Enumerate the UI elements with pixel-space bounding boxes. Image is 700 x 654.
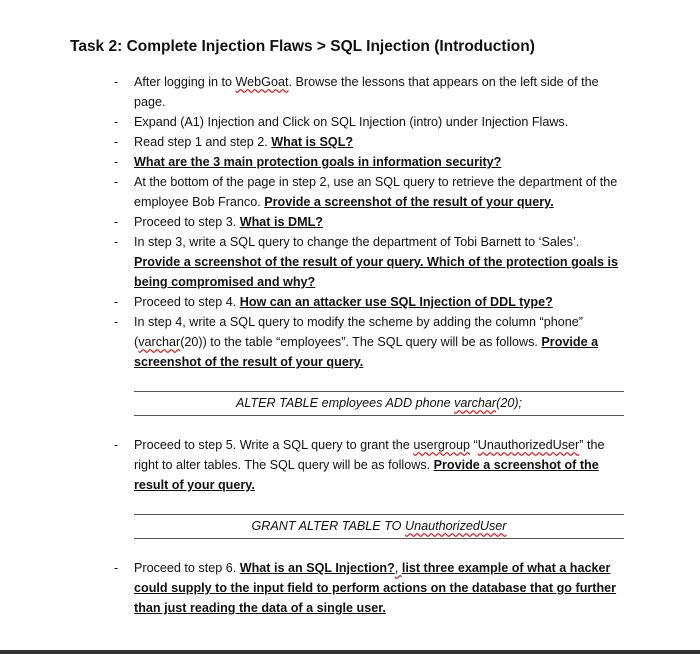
bullet: - bbox=[114, 115, 119, 129]
sql-box-bottom-rule bbox=[134, 538, 624, 539]
page-bottom-border bbox=[0, 650, 700, 654]
bullet: - bbox=[114, 295, 119, 309]
sql-box-top-rule bbox=[134, 514, 624, 515]
bullet: - bbox=[114, 155, 119, 169]
bullet: - bbox=[114, 135, 119, 149]
bullet: - bbox=[114, 315, 119, 329]
list-item-text: After logging in to WebGoat. Browse the lessons that appears on the left side of the page. bbox=[134, 75, 599, 109]
bullet: - bbox=[114, 75, 119, 89]
list-item-text: At the bottom of the page in step 2, use an SQL query to retrieve the department of the employee Bob Franco. Provide a screenshot of the result of your query. bbox=[134, 175, 618, 209]
list-item-text: Read step 1 and step 2. What is SQL? bbox=[134, 135, 354, 149]
bullet: - bbox=[114, 215, 119, 229]
list-item-text: Expand (A1) Injection and Click on SQL Injection (intro) under Injection Flaws. bbox=[134, 115, 569, 129]
list-item-text: In step 4, write a SQL query to modify the scheme by adding the column “phone” (varchar(20)) to the table “employees”. The SQL query will be as follows. Provide a screenshot of the result of your query. bbox=[134, 315, 599, 369]
list-item-text: What are the 3 main protection goals in information security? bbox=[134, 155, 502, 169]
sql-box-top-rule bbox=[134, 391, 624, 392]
list-item-text: Proceed to step 4. How can an attacker use SQL Injection of DDL type? bbox=[134, 295, 553, 309]
bullet: - bbox=[114, 235, 119, 249]
list-item-text: Proceed to step 5. Write a SQL query to grant the usergroup “UnauthorizedUser” the right to alter tables. The SQL query will be as follows. Provide a screenshot of the result of your query. bbox=[134, 438, 605, 492]
sql-box-bottom-rule bbox=[134, 415, 624, 416]
page-title: Task 2: Complete Injection Flaws > SQL Injection (Introduction) bbox=[70, 38, 535, 55]
list-item-text: Proceed to step 3. What is DML? bbox=[134, 215, 323, 229]
list-item-text: In step 3, write a SQL query to change the department of Tobi Barnett to ‘Sales’. Provide a screenshot of the result of your query. Which of the protection goals is being compromised and why? bbox=[134, 235, 618, 289]
list-item-text: Proceed to step 6. What is an SQL Injection?, list three example of what a hacker could supply to the input field to perform actions on the database that go further than just reading the data of a single user. bbox=[134, 561, 617, 615]
bullet: - bbox=[114, 175, 119, 189]
sql-statement: GRANT ALTER TABLE TO UnauthorizedUser bbox=[251, 519, 507, 533]
bullet: - bbox=[114, 561, 119, 575]
sql-statement: ALTER TABLE employees ADD phone varchar(20); bbox=[235, 396, 523, 410]
bullet: - bbox=[114, 438, 119, 452]
